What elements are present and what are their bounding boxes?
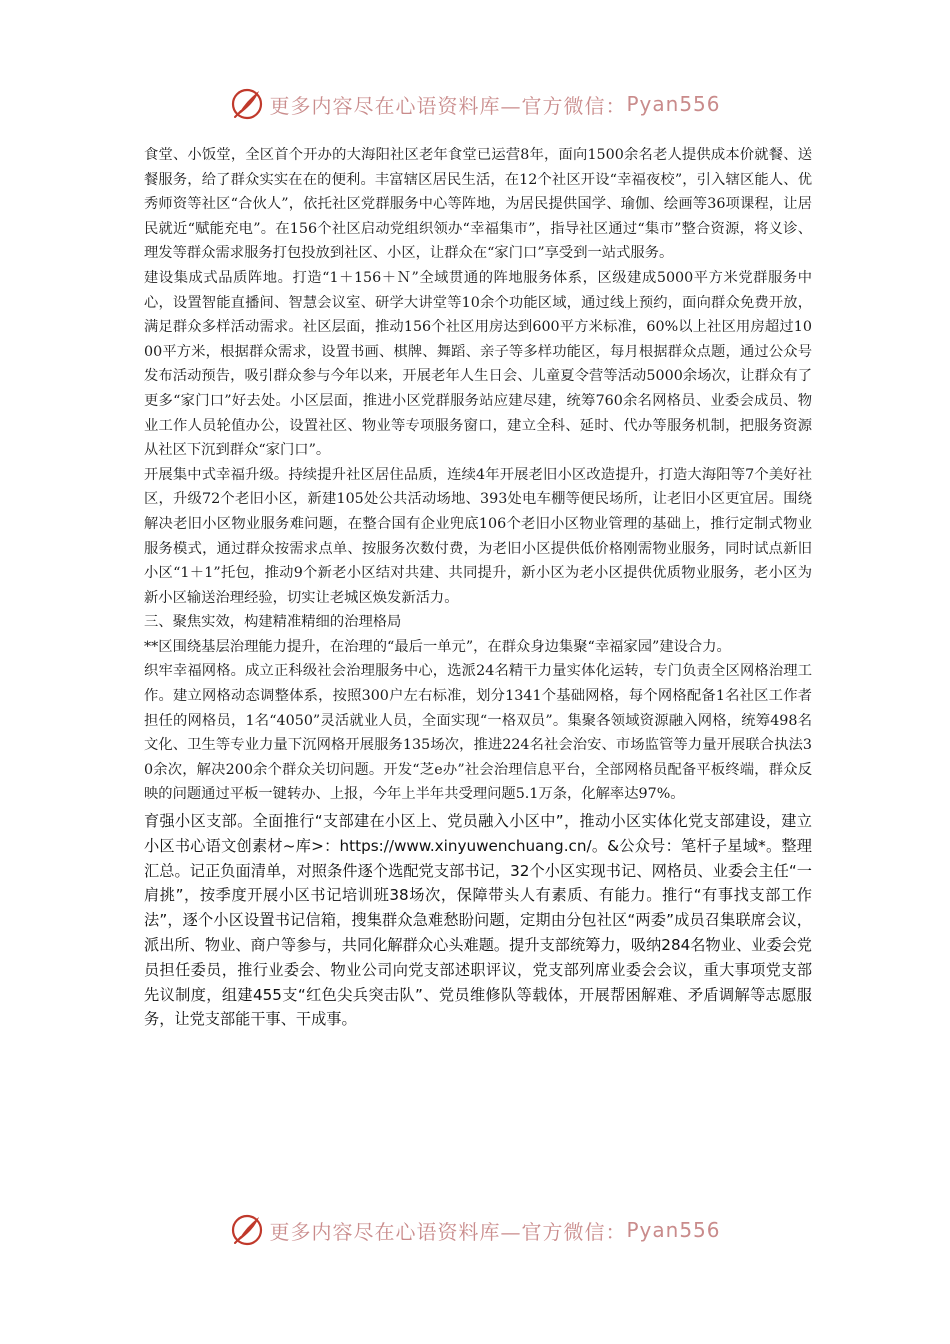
paragraph-party-branch: 育强小区支部。全面推行“支部建在小区上、党员融入小区中”，推动小区实体化党支部建设，建立小区书心语文创素材~库>：https://www.xinyuwenchuang.cn/。&公众号：笔杆子星域*。整理汇总。记正负面清单，对照条件逐个选配党支部书记，32个小区实现书记、网格员、业委会主任“一肩挑”，按季度开展小区书记培训班38场次，保障带头人有素质、有能力。推行“有事找支部工作法”，逐个小区设置书记信箱，搜集群众急难愁盼问题，定期由分包社区“两委”成员召集联席会议，派出所、物业、商户等参与，共同化解群众心头难题。提升支部统筹力，吸纳284名物业、业委会党员担任委员，推行业委会、物业公司向党支部述职评议，党支部列席业委会会议，重大事项党支部先议制度，组建455支“红色尖兵突击队”、党员维修队等载体，开展帮困解难、矛盾调解等志愿服务，让党支部能干事、干成事。 bbox=[144, 812, 812, 1029]
watermark-text: 更多内容尽在心语资料库—官方微信： bbox=[269, 93, 627, 118]
paragraph-integrated-venues: 建设集成式品质阵地。打造“1＋156＋Ｎ”全域贯通的阵地服务体系，区级建成5000平方米党群服务中心，设置智能直播间、智慧会议室、研学大讲堂等10余个功能区域，通过线上预约，面向群众免费开放，满足群众多样活动需求。社区层面，推动156个社区用房达到600平方米标准，60%以上社区用房超过1000平方米，根据群众需求，设置书画、棋牌、舞蹈、亲子等多样功能区，每月根据群众点题，通过公众号发布活动预告，吸引群众参与今年以来，开展老年人生日会、儿童夏令营等活动5000余场次，让群众有了更多“家门口”好去处。小区层面，推进小区党群服务站应建尽建，统筹760余名网格员、业委会成员、物业工作人员轮值办公，设置社区、物业等专项服务窗口，建立全科、延时、代办等服务机制，把服务资源从社区下沉到群众“家门口”。 bbox=[144, 269, 812, 459]
paragraph-governance-intro: **区围绕基层治理能力提升，在治理的“最后一单元”，在群众身边集聚“幸福家园”建设合力。 bbox=[144, 638, 731, 655]
watermark-wechat-id: Pyan556 bbox=[626, 92, 721, 116]
watermark-banner-top bbox=[0, 84, 950, 124]
paragraph-happiness-grid: 织牢幸福网格。成立正科级社会治理服务中心，选派24名精干力量实体化运转，专门负责全区网格治理工作。建立网格动态调整体系，按照300户左右标准，划分1341个基础网格，每个网格配备1名社区工作者担任的网格员，1名“4050”灵活就业人员，全面实现“一格双员”。集聚各领域资源融入网格，统筹498名文化、卫生等专业力量下沉网格开展服务135场次，推进224名社会治安、市场监管等力量开展联合执法30余次，解决200余个群众关切问题。开发“芝e办”社会治理信息平台，全部网格员配备平板终端，群众反映的问题通过平板一键转办、上报，今年上半年共受理问题5.1万条，化解率达97%。 bbox=[144, 663, 812, 803]
watermark-wechat-id: Pyan556 bbox=[626, 1218, 721, 1242]
paragraph-happiness-upgrade: 开展集中式幸福升级。持续提升社区居住品质，连续4年开展老旧小区改造提升，打造大海阳等7个美好社区，升级72个老旧小区，新建105处公共活动场地、393处电车棚等便民场所，让老旧小区更宜居。围绕解决老旧小区物业服务难问题，在整合国有企业兜底106个老旧小区物业管理的基础上，推行定制式物业服务模式，通过群众按需求点单、按服务次数付费，为老旧小区提供低价格刚需物业服务，同时试点新旧小区“1＋1”托包，推动9个新老小区结对共建、共同提升，新小区为老小区提供优质物业服务，老小区为新小区输送治理经验，切实让老城区焕发新活力。 bbox=[144, 466, 812, 606]
section-heading-three: 三、聚焦实效，构建精准精细的治理格局 bbox=[144, 614, 402, 631]
feather-pen-logo-icon bbox=[229, 86, 265, 122]
paragraph-canteen-services: 食堂、小饭堂，全区首个开办的大海阳社区老年食堂已运营8年，面向1500余名老人提供成本价就餐、送餐服务，给了群众实实在在的便利。丰富辖区居民生活，在12个社区开设“幸福夜校”，引入辖区能人、优秀师资等社区“合伙人”，依托社区党群服务中心等阵地，为居民提供国学、瑜伽、绘画等36项课程，让居民就近“赋能充电”。在156个社区启动党组织领办“幸福集市”，指导社区通过“集市”整合资源，将义诊、理发等群众需求服务打包投放到社区、小区，让群众在“家门口”享受到一站式服务。 bbox=[144, 147, 812, 262]
feather-pen-logo-icon bbox=[229, 1212, 265, 1248]
watermark-banner-bottom bbox=[0, 1210, 950, 1250]
watermark-text: 更多内容尽在心语资料库—官方微信： bbox=[269, 1219, 627, 1244]
document-body bbox=[144, 143, 812, 1032]
